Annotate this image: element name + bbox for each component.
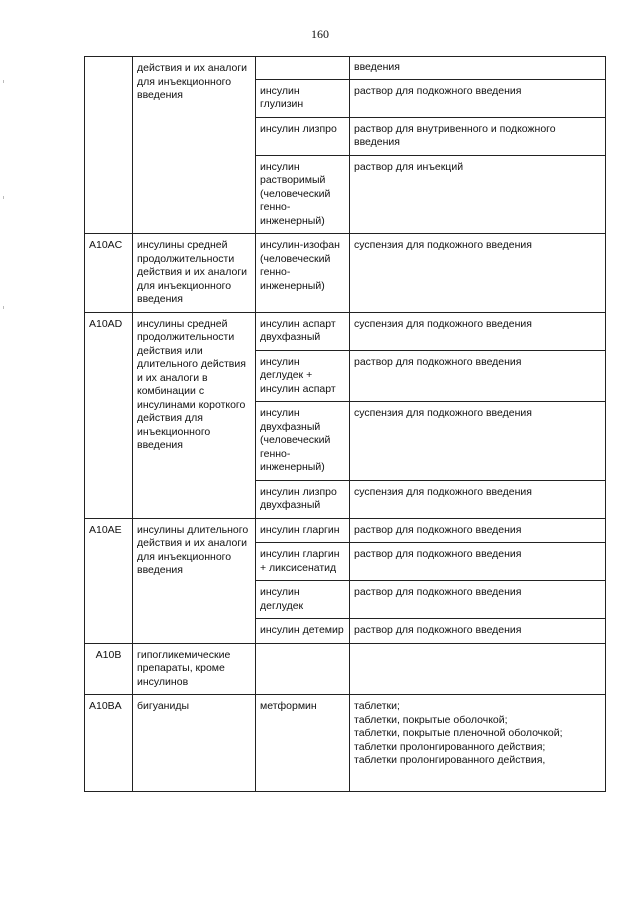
atc-code-cell: A10AC (85, 234, 133, 313)
pharmacological-group-cell: инсулины средней продолжительности действия и их аналоги для инъекционного введения (133, 234, 256, 313)
table-row (85, 234, 606, 313)
dosage-form-cell: раствор для подкожного введения (350, 543, 606, 581)
pharmacological-group-cell: инсулины длительного действия и их аналоги для инъекционного введения (133, 518, 256, 643)
dosage-form-cell: суспензия для подкожного введения (350, 234, 606, 313)
table-row (85, 57, 606, 80)
scan-mark (3, 80, 4, 83)
table-row (85, 643, 606, 695)
pharmacological-group-cell: бигуаниды (133, 695, 256, 792)
table-row (85, 695, 606, 792)
table-row (85, 518, 606, 543)
atc-drug-table (84, 56, 606, 792)
drug-name-cell: инсулин двухфазный (человеческий генно-инженерный) (256, 402, 350, 481)
dosage-form-cell (350, 643, 606, 695)
dosage-form-cell: раствор для внутривенного и подкожного введения (350, 117, 606, 155)
dosage-form-cell: введения (350, 57, 606, 80)
atc-code-cell: A10BA (85, 695, 133, 792)
dosage-form-cell: суспензия для подкожного введения (350, 312, 606, 350)
atc-code-cell (85, 57, 133, 234)
dosage-form-cell: таблетки; таблетки, покрытые оболочкой; таблетки, покрытые пленочной оболочкой; таблетки пролонгированного действия; таблетки пролонгированного действия, (350, 695, 606, 792)
drug-name-cell: инсулин гларгин + ликсисенатид (256, 543, 350, 581)
pharmacological-group-cell: инсулины средней продолжительности действия или длительного действия и их аналоги в комбинации с инсулинами короткого действия для инъекционного введения (133, 312, 256, 518)
drug-name-cell (256, 643, 350, 695)
drug-name-cell (256, 57, 350, 80)
atc-code-cell: A10AD (85, 312, 133, 518)
pharmacological-group-cell: действия и их аналоги для инъекционного введения (133, 57, 256, 234)
pharmacological-group-cell: гипогликемические препараты, кроме инсулинов (133, 643, 256, 695)
page-number: 160 (311, 27, 329, 41)
drug-name-cell: инсулин растворимый (человеческий генно-инженерный) (256, 155, 350, 234)
dosage-form-cell: раствор для подкожного введения (350, 350, 606, 402)
drug-name-cell: инсулин глулизин (256, 79, 350, 117)
dosage-form-cell: раствор для инъекций (350, 155, 606, 234)
drug-name-cell: инсулин-изофан (человеческий генно-инженерный) (256, 234, 350, 313)
table-row (85, 312, 606, 350)
dosage-form-cell: раствор для подкожного введения (350, 581, 606, 619)
drug-name-cell: метформин (256, 695, 350, 792)
drug-name-cell: инсулин деглудек + инсулин аспарт (256, 350, 350, 402)
dosage-form-cell: раствор для подкожного введения (350, 619, 606, 644)
drug-name-cell: инсулин гларгин (256, 518, 350, 543)
atc-code-cell: A10AE (85, 518, 133, 643)
dosage-form-cell: раствор для подкожного введения (350, 518, 606, 543)
scan-mark (3, 196, 4, 199)
drug-name-cell: инсулин деглудек (256, 581, 350, 619)
atc-code-cell: A10B (85, 643, 133, 695)
drug-name-cell: инсулин детемир (256, 619, 350, 644)
drug-name-cell: инсулин лизпро двухфазный (256, 480, 350, 518)
drug-name-cell: инсулин аспарт двухфазный (256, 312, 350, 350)
dosage-form-cell: суспензия для подкожного введения (350, 402, 606, 481)
dosage-form-cell: суспензия для подкожного введения (350, 480, 606, 518)
drug-name-cell: инсулин лизпро (256, 117, 350, 155)
dosage-form-cell: раствор для подкожного введения (350, 79, 606, 117)
scan-mark (3, 306, 4, 309)
